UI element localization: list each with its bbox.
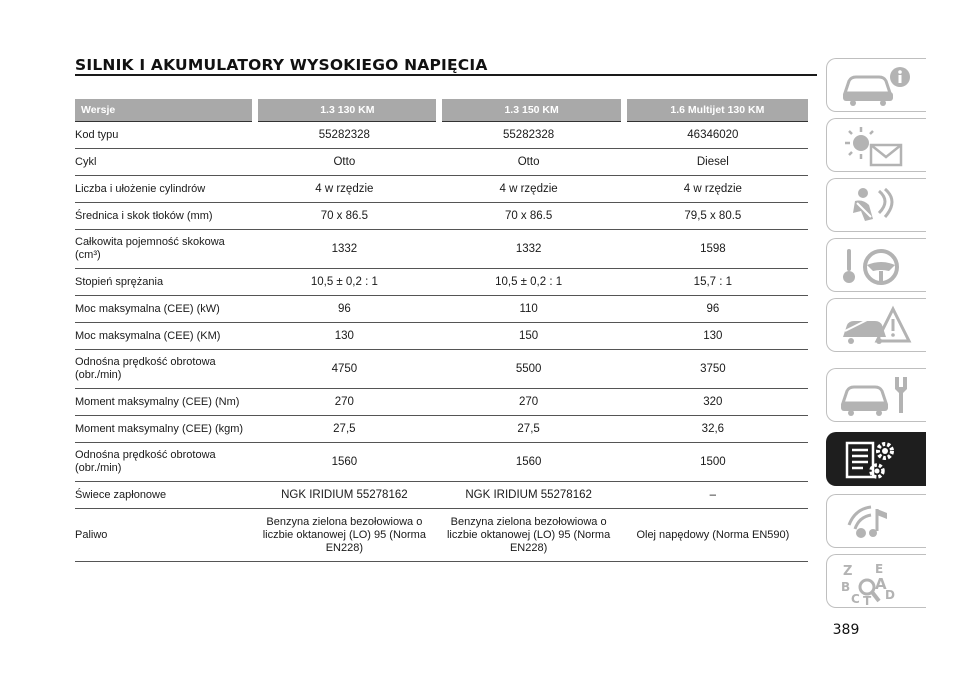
cell-value: 96 [255,296,439,323]
cell-value: 150 [439,323,623,350]
cell-value: Benzyna zielona bezołowiowa o liczbie oktanowej (LO) 95 (Norma EN228) [439,509,623,562]
row-label: Moment maksymalny (CEE) (Nm) [75,389,255,416]
row-label: Odnośna prędkość obrotowa (obr./min) [75,443,255,482]
alphabetical-index-icon [837,559,917,609]
table-row [75,269,808,296]
cell-value: 4 w rzędzie [255,176,439,203]
safety-airbag-icon [837,183,917,229]
cell-value: 270 [439,389,623,416]
cell-value: 1560 [255,443,439,482]
cell-value: 27,5 [255,416,439,443]
cell-value: 10,5 ± 0,2 : 1 [255,269,439,296]
row-label: Stopień sprężania [75,269,255,296]
row-label: Średnica i skok tłoków (mm) [75,203,255,230]
table-row [75,482,808,509]
multimedia-icon [837,499,917,545]
cell-value: 130 [255,323,439,350]
warning-lights-icon [837,123,917,169]
header-version-1: 1.3 130 KM [255,99,439,122]
row-label: Cykl [75,149,255,176]
cell-value: 32,6 [624,416,808,443]
row-label: Paliwo [75,509,255,562]
nav-tab-multimedia[interactable] [826,494,926,548]
table-row [75,296,808,323]
row-label: Odnośna prędkość obrotowa (obr./min) [75,350,255,389]
cell-value: 4 w rzędzie [624,176,808,203]
table-row [75,176,808,203]
row-label: Liczba i ułożenie cylindrów [75,176,255,203]
cell-value: 270 [255,389,439,416]
engine-specs-table [75,99,808,562]
cell-value: 1332 [439,230,623,269]
nav-tab-safety[interactable] [826,178,926,232]
header-version-2: 1.3 150 KM [439,99,623,122]
cell-value: 79,5 x 80.5 [624,203,808,230]
nav-tab-technical-data[interactable] [826,432,926,486]
index-letter-e: E [875,562,884,576]
header-version-3: 1.6 Multijet 130 KM [624,99,808,122]
index-letter-d: D [885,588,895,602]
index-letter-z: Z [843,564,853,579]
row-label: Moc maksymalna (CEE) (KM) [75,323,255,350]
cell-value: 1560 [439,443,623,482]
cell-value: 27,5 [439,416,623,443]
header-versions: Wersje [75,99,255,122]
row-label: Moment maksymalny (CEE) (kgm) [75,416,255,443]
nav-tab-warning-lights[interactable] [826,118,926,172]
cell-value: 55282328 [255,122,439,149]
cell-value: 130 [624,323,808,350]
row-label: Kod typu [75,122,255,149]
cell-value: 46346020 [624,122,808,149]
cell-value: 1332 [255,230,439,269]
index-letter-a: A [875,575,887,593]
cell-value: 55282328 [439,122,623,149]
cell-value: 10,5 ± 0,2 : 1 [439,269,623,296]
row-label: Świece zapłonowe [75,482,255,509]
title-divider [75,74,817,76]
table-row [75,203,808,230]
table-row [75,323,808,350]
cell-value: Otto [255,149,439,176]
cell-value: NGK IRIDIUM 55278162 [439,482,623,509]
cell-value: 110 [439,296,623,323]
table-row [75,389,808,416]
cell-value: 70 x 86.5 [255,203,439,230]
table-row [75,443,808,482]
cell-value: 3750 [624,350,808,389]
nav-tab-maintenance[interactable] [826,368,926,422]
table-header-row [75,99,808,122]
nav-tab-car-info[interactable] [826,58,926,112]
cell-value: 15,7 : 1 [624,269,808,296]
cell-value: Benzyna zielona bezołowiowa o liczbie oktanowej (LO) 95 (Norma EN228) [255,509,439,562]
cell-value: 4 w rzędzie [439,176,623,203]
emergency-car-icon [837,303,917,349]
cell-value: 4750 [255,350,439,389]
technical-data-icon [837,437,917,483]
cell-value: 1598 [624,230,808,269]
page-title: SILNIK I AKUMULATORY WYSOKIEGO NAPIĘCIA [75,56,488,74]
index-letter-c: C [851,592,860,606]
table-row [75,230,808,269]
nav-tab-starting-driving[interactable] [826,238,926,292]
row-label: Moc maksymalna (CEE) (kW) [75,296,255,323]
cell-value: Otto [439,149,623,176]
page-number: 389 [832,622,860,638]
nav-tab-index[interactable] [826,554,926,608]
cell-value: 96 [624,296,808,323]
cell-value: 320 [624,389,808,416]
row-label: Całkowita pojemność skokowa (cm³) [75,230,255,269]
cell-value: NGK IRIDIUM 55278162 [255,482,439,509]
cell-value: 5500 [439,350,623,389]
car-info-icon [837,63,917,109]
steering-wheel-key-icon [837,243,917,289]
cell-value: – [624,482,808,509]
cell-value: 70 x 86.5 [439,203,623,230]
index-letter-b: B [841,580,851,594]
table-row [75,149,808,176]
table-row [75,122,808,149]
cell-value: Olej napędowy (Norma EN590) [624,509,808,562]
cell-value: 1500 [624,443,808,482]
table-row [75,509,808,562]
table-row [75,350,808,389]
nav-tab-emergency[interactable] [826,298,926,352]
table-row [75,416,808,443]
index-letter-t: T [863,594,872,608]
cell-value: Diesel [624,149,808,176]
car-maintenance-icon [837,373,917,419]
